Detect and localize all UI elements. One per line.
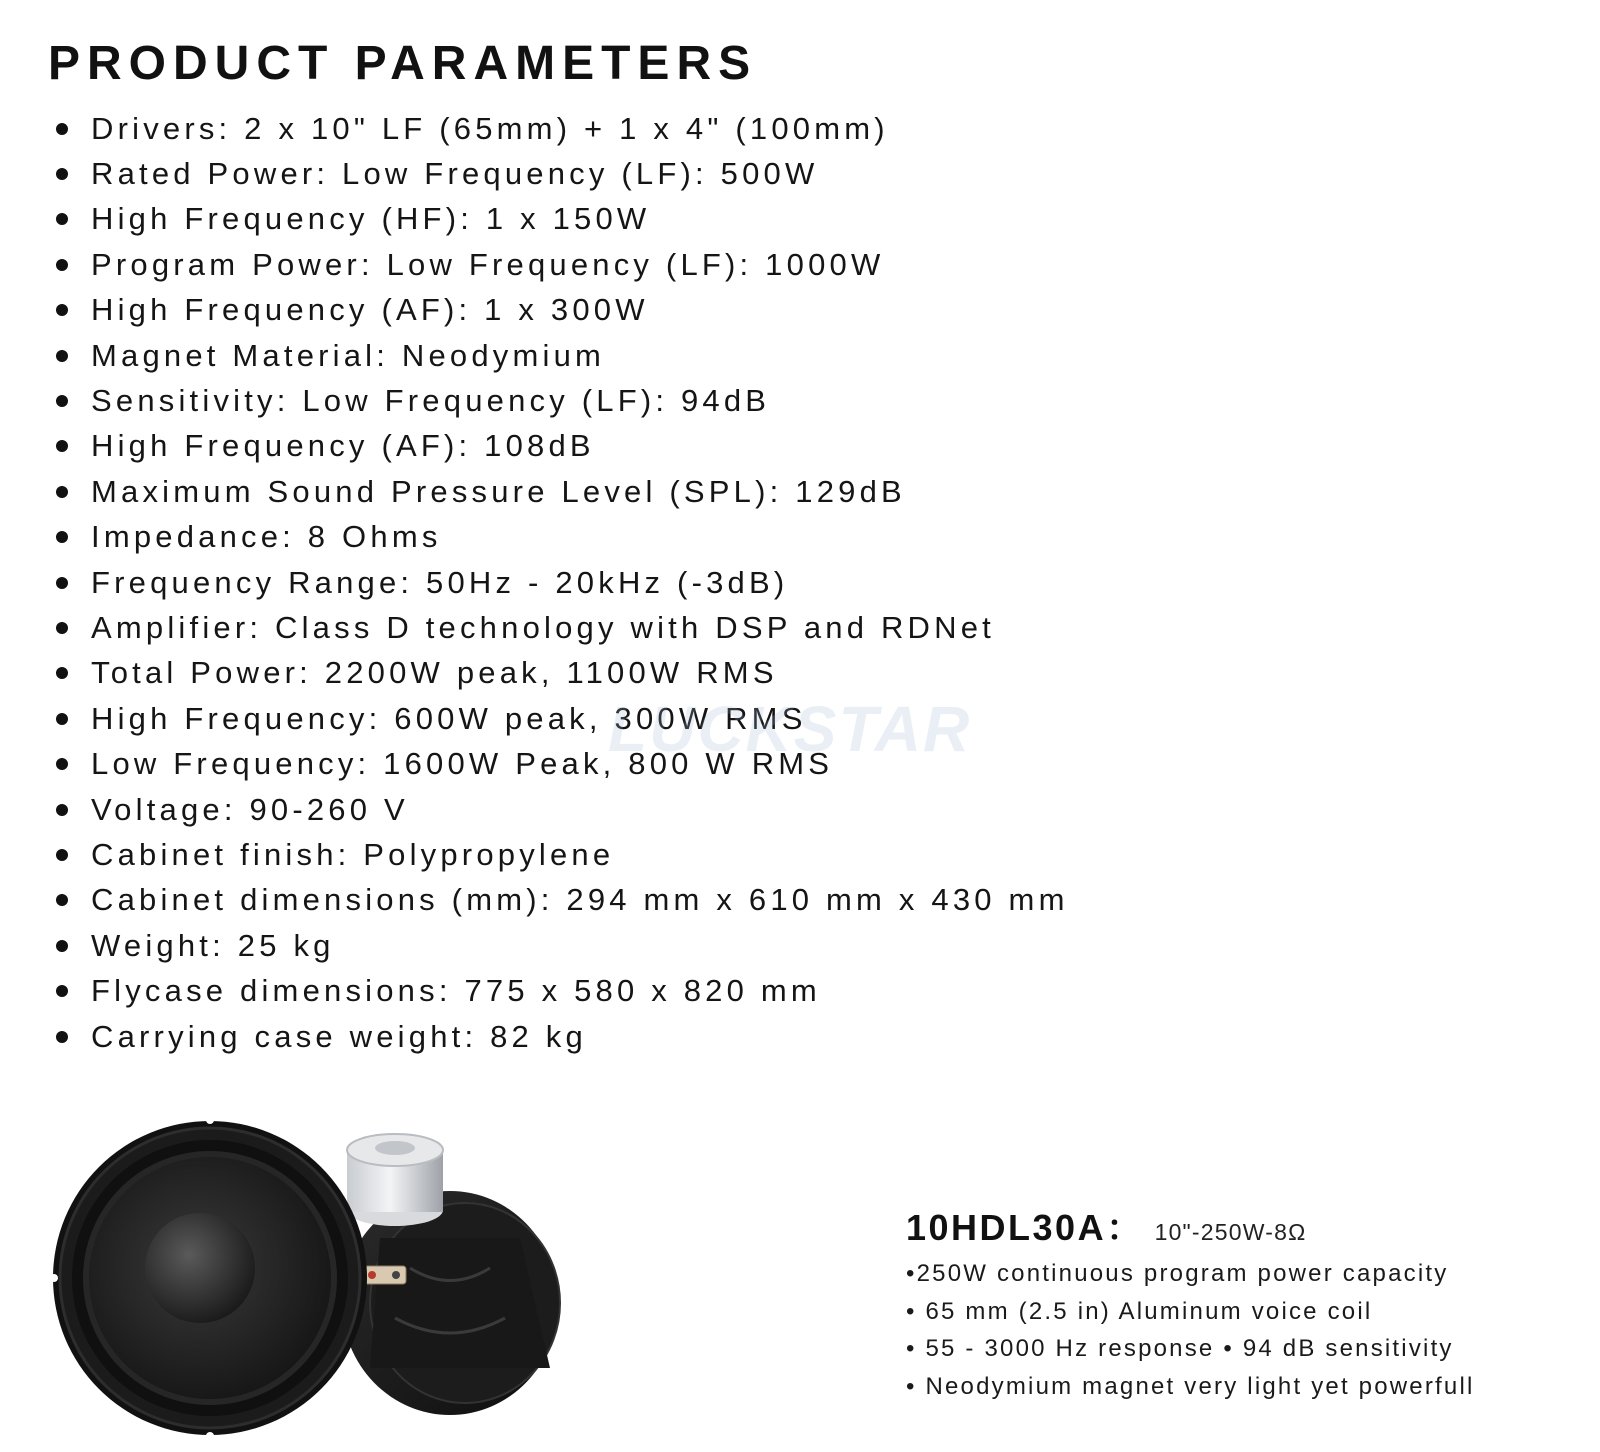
list-item — [52, 378, 1069, 423]
feature-item: • 65 mm (2.5 in) Aluminum voice coil — [906, 1297, 1373, 1325]
parameter-text: Flycase dimensions: 775 x 580 x 820 mm — [91, 973, 821, 1009]
parameter-text: Total Power: 2200W peak, 1100W RMS — [91, 655, 778, 691]
feature-item: • 55 - 3000 Hz response • 94 dB sensitivity — [906, 1335, 1454, 1363]
list-item — [52, 106, 1069, 151]
list-item — [52, 605, 1069, 650]
parameter-text: Weight: 25 kg — [91, 927, 335, 963]
list-item — [52, 968, 1069, 1013]
model-heading — [906, 1200, 1475, 1251]
list-item — [52, 515, 1069, 560]
parameter-text: Magnet Material: Neodymium — [91, 337, 606, 373]
bullet-icon — [56, 259, 68, 271]
bullet-icon — [56, 804, 68, 816]
parameter-text: Sensitivity: Low Frequency (LF): 94dB — [91, 383, 771, 419]
list-item — [52, 1014, 1069, 1059]
parameter-text: Carrying case weight: 82 kg — [91, 1018, 587, 1054]
list-item — [52, 832, 1069, 877]
bullet-icon — [56, 940, 68, 952]
list-item — [52, 741, 1069, 786]
feature-list — [906, 1255, 1475, 1405]
bullet-icon — [56, 304, 68, 316]
bullet-icon — [56, 985, 68, 997]
bullet-icon — [56, 395, 68, 407]
bullet-icon — [56, 123, 68, 135]
brand-watermark: LUCKSTAR — [608, 693, 972, 765]
list-item — [52, 242, 1069, 287]
list-item — [52, 787, 1069, 832]
parameter-text: Low Frequency: 1600W Peak, 800 W RMS — [91, 746, 834, 782]
model-spec: 10"-250W-8Ω — [1154, 1219, 1307, 1245]
parameter-text: Amplifier: Class D technology with DSP and RDNet — [91, 609, 995, 645]
list-item — [52, 696, 1069, 741]
speaker-driver-photo — [50, 1118, 570, 1452]
bullet-icon — [56, 713, 68, 725]
parameter-text: Program Power: Low Frequency (LF): 1000W — [91, 246, 885, 282]
bullet-icon — [56, 440, 68, 452]
list-item — [52, 333, 1069, 378]
product-spec-block — [906, 1200, 1475, 1405]
list-item — [52, 560, 1069, 605]
list-item — [52, 469, 1069, 514]
parameter-text: Frequency Range: 50Hz - 20kHz (-3dB) — [91, 564, 789, 600]
feature-item: •250W continuous program power capacity — [906, 1260, 1449, 1287]
bullet-icon — [56, 350, 68, 362]
bullet-icon — [56, 486, 68, 498]
parameter-text: Cabinet finish: Polypropylene — [91, 836, 615, 872]
parameter-text: High Frequency: 600W peak, 300W RMS — [91, 700, 807, 736]
model-name: 10HDL30A： — [906, 1207, 1145, 1248]
parameter-text: Maximum Sound Pressure Level (SPL): 129dB — [91, 473, 906, 509]
feature-item: • Neodymium magnet very light yet powerfull — [906, 1372, 1475, 1400]
list-item — [52, 151, 1069, 196]
list-item — [52, 197, 1069, 242]
bullet-icon — [56, 1031, 68, 1043]
parameter-text: High Frequency (AF): 1 x 300W — [91, 292, 649, 328]
bullet-icon — [56, 667, 68, 679]
bullet-icon — [56, 531, 68, 543]
rear-speaker — [342, 1134, 560, 1415]
list-item — [52, 878, 1069, 923]
bullet-icon — [56, 577, 68, 589]
parameter-text: Rated Power: Low Frequency (LF): 500W — [91, 156, 819, 192]
list-item — [52, 288, 1069, 333]
bullet-icon — [56, 168, 68, 180]
parameter-text: Impedance: 8 Ohms — [91, 519, 442, 555]
parameter-text: High Frequency (AF): 108dB — [91, 428, 595, 464]
parameter-list — [52, 106, 1069, 1059]
parameter-text: Cabinet dimensions (mm): 294 mm x 610 mm x 430 mm — [91, 882, 1069, 918]
page-title: PRODUCT PARAMETERS — [48, 37, 758, 90]
parameter-text: Voltage: 90-260 V — [91, 791, 409, 827]
bullet-icon — [56, 849, 68, 861]
front-speaker — [50, 1118, 367, 1440]
list-item — [52, 651, 1069, 696]
list-item — [52, 424, 1069, 469]
bullet-icon — [56, 622, 68, 634]
parameter-text: High Frequency (HF): 1 x 150W — [91, 201, 651, 237]
list-item — [52, 923, 1069, 968]
bullet-icon — [56, 213, 68, 225]
parameter-text: Drivers: 2 x 10" LF (65mm) + 1 x 4" (100mm) — [91, 110, 889, 146]
bullet-icon — [56, 758, 68, 770]
bullet-icon — [56, 894, 68, 906]
